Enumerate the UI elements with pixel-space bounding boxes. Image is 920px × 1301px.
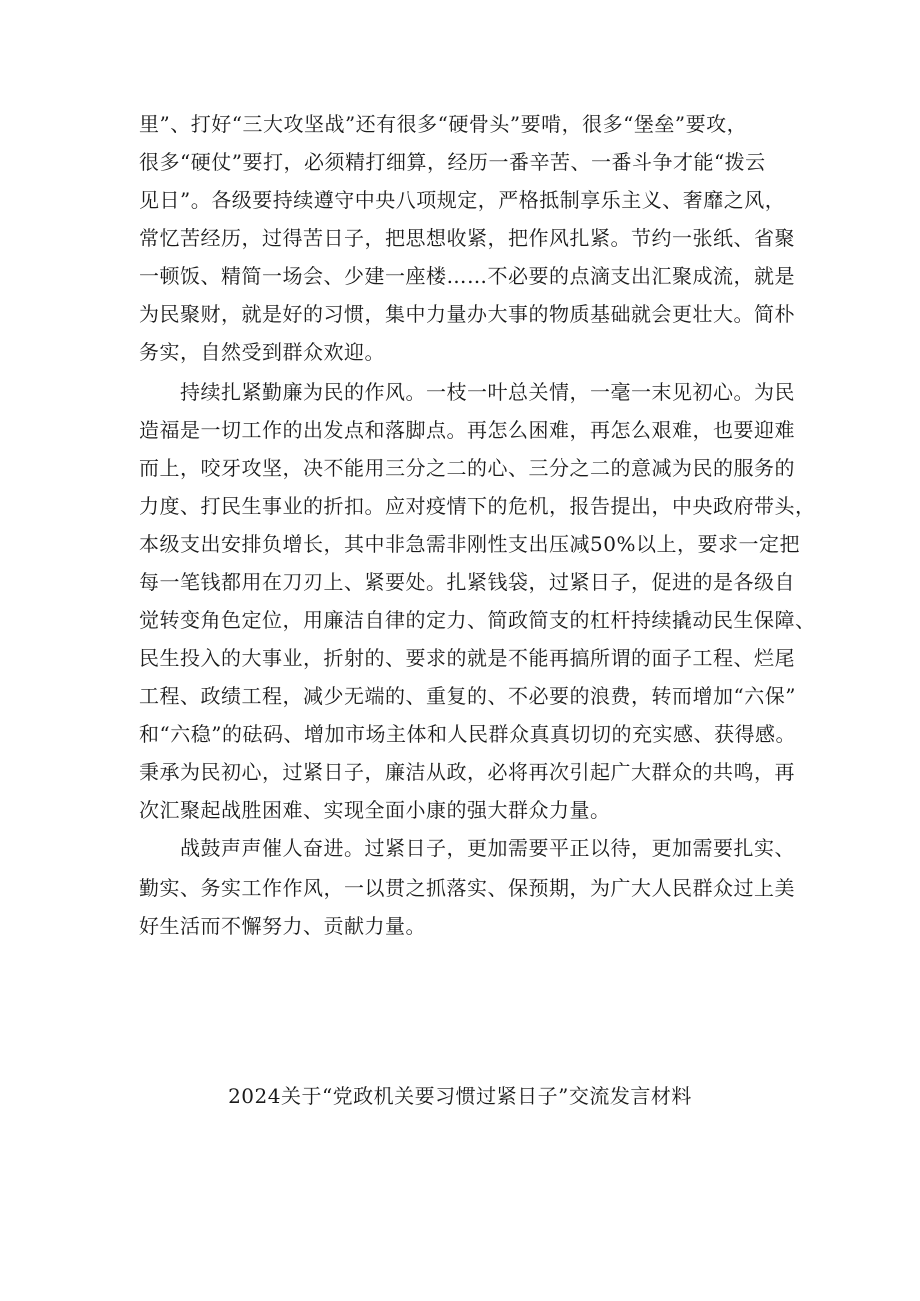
body-text-line: 力度、打民生事业的折扣。应对疫情下的危机，报告提出，中央政府带头， (139, 494, 816, 518)
body-text-line: 里”、打好“三大攻坚战”还有很多“硬骨头”要啃，很多“堡垒”要攻， (139, 112, 748, 136)
document-title: 2024关于“党政机关要习惯过紧日子”交流发言材料 (228, 1084, 692, 1108)
body-text-line: 每一笔钱都用在刀刃上、紧要处。扎紧钱袋，过紧日子，促进的是各级自 (139, 570, 795, 594)
body-text-line: 觉转变角色定位，用廉洁自律的定力、简政简支的杠杆持续撬动民生保障、 (139, 608, 816, 632)
body-text-line: 持续扎紧勤廉为民的作风。一枝一叶总关情，一毫一末见初心。为民 (139, 380, 795, 404)
body-text-line: 和“六稳”的砝码、增加市场主体和人民群众真真切切的充实感、获得感。 (139, 722, 796, 746)
body-text-line: 好生活而不懈努力、贡献力量。 (139, 914, 426, 938)
body-text-line: 造福是一切工作的出发点和落脚点。再怎么困难，再怎么艰难，也要迎难 (139, 418, 795, 442)
body-text-line: 本级支出安排负增长，其中非急需非刚性支出压减50%以上，要求一定把 (139, 532, 800, 556)
body-text-line: 务实，自然受到群众欢迎。 (139, 340, 385, 364)
body-text-line: 工程、政绩工程，减少无端的、重复的、不必要的浪费，转而增加“六保” (139, 684, 796, 708)
body-text-line: 常忆苦经历，过得苦日子，把思想收紧，把作风扎紧。节约一张纸、省聚 (139, 226, 795, 250)
body-text-line: 战鼓声声催人奋进。过紧日子，更加需要平正以待，更加需要扎实、 (139, 836, 795, 860)
body-text-line: 很多“硬仗”要打，必须精打细算，经历一番辛苦、一番斗争才能“拨云 (139, 150, 766, 174)
body-text-line: 而上，咬牙攻坚，决不能用三分之二的心、三分之二的意减为民的服务的 (139, 456, 795, 480)
body-text-line: 民生投入的大事业，折射的、要求的就是不能再搞所谓的面子工程、烂尾 (139, 646, 795, 670)
body-text-line: 勤实、务实工作作风，一以贯之抓落实、保预期，为广大人民群众过上美 (139, 876, 795, 900)
body-text-line: 秉承为民初心，过紧日子，廉洁从政，必将再次引起广大群众的共鸣，再 (139, 760, 795, 784)
body-text-line: 见日”。各级要持续遵守中央八项规定，严格抵制享乐主义、奢靡之风， (139, 188, 786, 212)
body-text-line: 为民聚财，就是好的习惯，集中力量办大事的物质基础就会更壮大。简朴 (139, 302, 795, 326)
body-text-line: 一顿饭、精简一场会、少建一座楼……不必要的点滴支出汇聚成流，就是 (139, 264, 795, 288)
body-text-line: 次汇聚起战胜困难、实现全面小康的强大群众力量。 (139, 798, 611, 822)
